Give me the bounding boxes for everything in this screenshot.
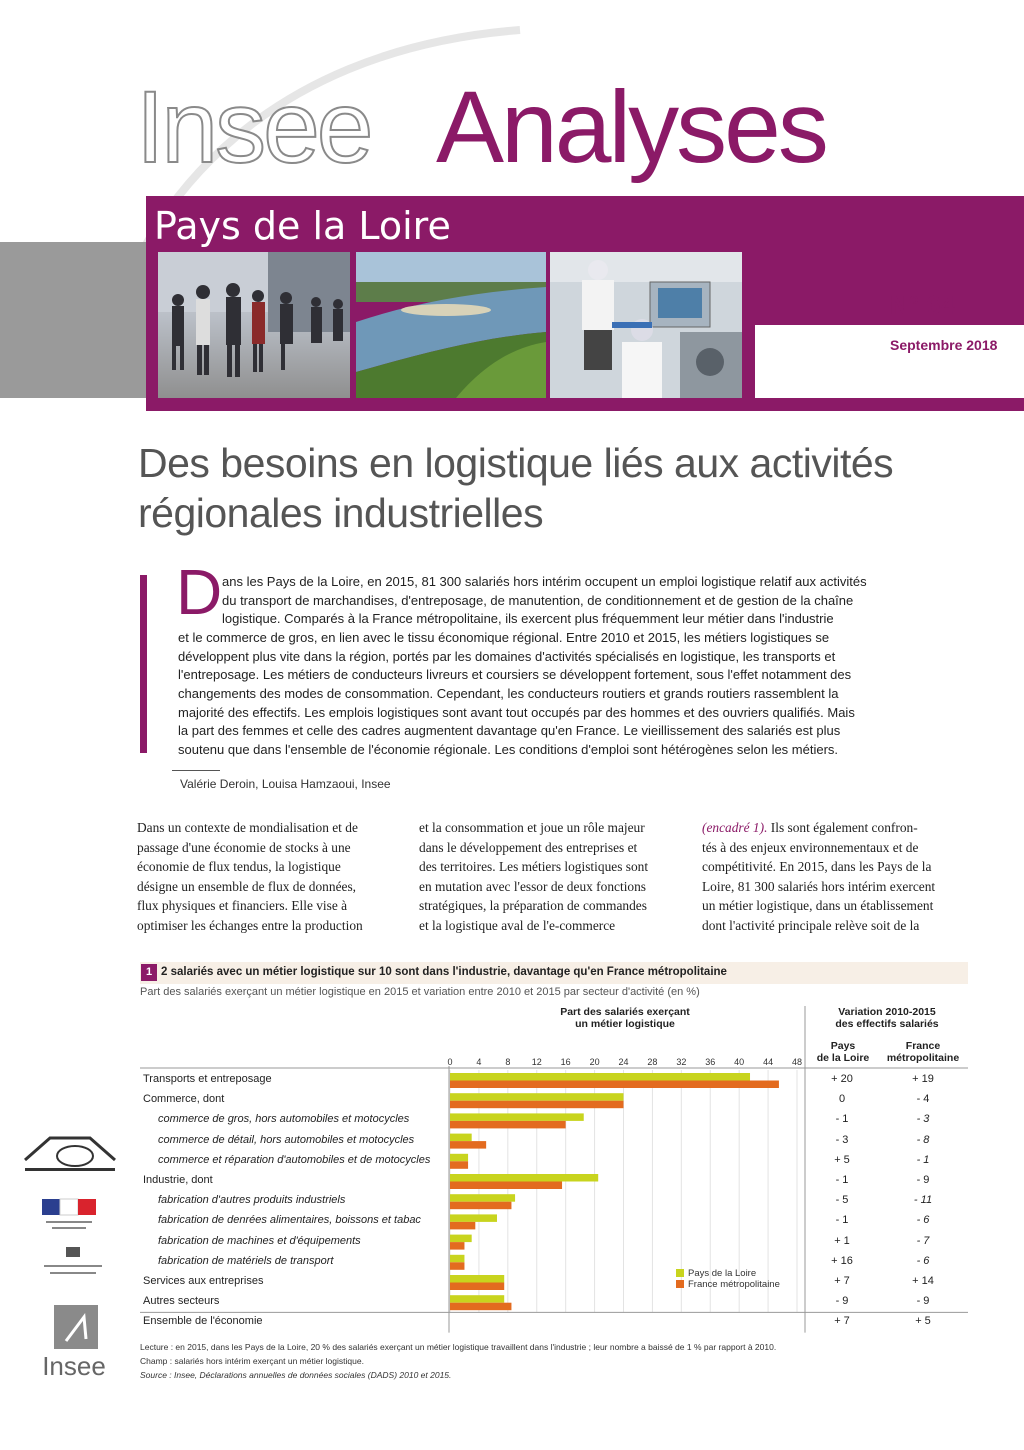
variation-fm-value: - 6 xyxy=(916,1254,930,1267)
x-tick-label: 36 xyxy=(705,1057,716,1067)
bar-france-metropolitaine xyxy=(450,1262,464,1270)
bar-france-metropolitaine xyxy=(450,1141,486,1149)
variation-header-line: des effectifs salariés xyxy=(835,1018,939,1030)
variation-pdl-value: + 7 xyxy=(834,1275,850,1287)
legend-label-pdl: Pays de la Loire xyxy=(688,1268,757,1279)
bar-france-metropolitaine xyxy=(450,1303,511,1311)
bar-pays-de-la-loire xyxy=(450,1235,472,1243)
body-line: passage d'une économie de stocks à une xyxy=(137,839,351,855)
variation-fm-value: - 1 xyxy=(916,1153,930,1166)
bar-france-metropolitaine xyxy=(450,1101,624,1109)
variation-fm-value: - 8 xyxy=(916,1133,930,1146)
bar-france-metropolitaine xyxy=(450,1161,468,1169)
category-label: Commerce, dont xyxy=(143,1093,225,1106)
bar-france-metropolitaine xyxy=(450,1222,475,1230)
x-tick-label: 0 xyxy=(447,1057,453,1067)
variation-fm-value: + 5 xyxy=(915,1315,931,1328)
x-tick-label: 16 xyxy=(560,1057,571,1067)
bar-france-metropolitaine xyxy=(450,1182,562,1190)
legend-swatch-pdl xyxy=(676,1269,684,1277)
summary-line: du transport de marchandises, d'entreposage, de manutention, de conditionnement et de gestion de la chaîne xyxy=(222,593,854,608)
body-line: dont l'activité principale relève soit de la xyxy=(702,917,920,933)
body-line: optimiser les échanges entre la production xyxy=(137,917,363,933)
encadre-link[interactable]: (encadré 1). xyxy=(702,820,768,835)
variation-fm-value: - 9 xyxy=(916,1295,930,1308)
variation-fm-header-line: France xyxy=(905,1040,941,1052)
summary-line: changements des modes de consommation. Cependant, les conducteurs routiers et grands routiers rassemblent la xyxy=(178,686,839,701)
variation-pdl-value: + 16 xyxy=(831,1254,853,1267)
variation-fm-value: - 9 xyxy=(916,1174,930,1186)
chart-legend xyxy=(676,1268,780,1290)
variation-pdl-header-line: Pays xyxy=(830,1040,856,1052)
variation-fm-value: + 19 xyxy=(912,1073,934,1085)
variation-pdl-value: + 1 xyxy=(834,1234,850,1247)
insee-logo-icon xyxy=(36,1303,112,1383)
bar-pays-de-la-loire xyxy=(450,1134,472,1142)
body-line: compétitivité. En 2015, dans les Pays de la xyxy=(702,859,932,874)
issue-date: Septembre 2018 xyxy=(890,337,998,353)
svg-text:Insee: Insee xyxy=(42,1351,106,1381)
body-line-rest: Ils sont également confron- xyxy=(767,820,918,835)
ministry-logo-icon xyxy=(38,1245,108,1285)
summary-line: la part des femmes et celle des cadres augmentent davantage qu'en France. Le vieillissement des salariés est plus xyxy=(178,723,841,738)
variation-fm-value: - 6 xyxy=(916,1214,930,1227)
bar-france-metropolitaine xyxy=(450,1283,504,1291)
region-title: Pays de la Loire xyxy=(154,204,451,248)
brand-analyses: Analyses xyxy=(436,70,826,184)
body-line: Loire, 81 300 salariés hors intérim exercent xyxy=(702,878,936,894)
body-line: des territoires. Les métiers logistiques sont xyxy=(419,859,649,874)
summary-line: ans les Pays de la Loire, en 2015, 81 300 salariés hors intérim occupent un emploi logistique relatif aux activités xyxy=(222,574,867,589)
summary-line: et le commerce de gros, en lien avec le tissu économique régional. Entre 2010 et 2015, les métiers logistiques se xyxy=(178,630,830,645)
bar-france-metropolitaine xyxy=(450,1202,511,1210)
bar-pays-de-la-loire xyxy=(450,1113,584,1121)
variation-pdl-value: - 9 xyxy=(835,1295,849,1308)
figure-number: 1 xyxy=(141,964,157,981)
bar-pays-de-la-loire xyxy=(450,1073,750,1081)
variation-fm-value: + 14 xyxy=(912,1275,934,1287)
bar-pays-de-la-loire xyxy=(450,1295,504,1303)
summary-dropcap: D xyxy=(176,556,223,628)
brand-insee: Insee xyxy=(136,70,371,184)
bar-pays-de-la-loire xyxy=(450,1093,624,1101)
variation-fm-header-line: métropolitaine xyxy=(886,1052,960,1064)
variation-pdl-value: 0 xyxy=(838,1093,846,1106)
article-title-line: régionales industrielles xyxy=(138,490,544,536)
x-tick-label: 12 xyxy=(531,1057,542,1067)
x-tick-label: 48 xyxy=(791,1057,802,1067)
bar-pays-de-la-loire xyxy=(450,1255,464,1263)
variation-fm-value: - 4 xyxy=(916,1093,930,1106)
category-label: fabrication d'autres produits industriels xyxy=(158,1194,346,1207)
bar-pays-de-la-loire xyxy=(450,1154,468,1162)
bar-pays-de-la-loire xyxy=(450,1174,598,1182)
variation-header-line: Variation 2010-2015 xyxy=(838,1006,936,1018)
article-title-line: Des besoins en logistique liés aux activités xyxy=(138,440,894,486)
summary-line: soutenu que dans l'ensemble de l'économie régionale. Les conditions d'emploi sont hétérogènes selon les métiers. xyxy=(178,742,839,757)
body-line: en mutation avec l'essor de deux fonctions xyxy=(419,878,647,894)
body-line: un métier logistique, dans un établissement xyxy=(702,898,934,913)
category-label: commerce et réparation d'automobiles et de motocycles xyxy=(158,1153,431,1166)
summary-line: développent plus vite dans la région, portés par les domaines d'activités spécialisés en logistique, les transports et xyxy=(178,649,836,664)
category-label: Industrie, dont xyxy=(143,1174,213,1186)
summary-line: logistique. Comparés à la France métropolitaine, ils exercent plus fréquemment leur métier dans l'industrie xyxy=(222,611,834,626)
summary-line: l'entreposage. Les métiers de conducteurs livreurs et coursiers se développent fortement, sous l'effet notamment des xyxy=(178,667,852,682)
body-line: désigne un ensemble de flux de données, xyxy=(137,878,357,894)
variation-fm-value: - 7 xyxy=(916,1234,930,1247)
legend-swatch-fm xyxy=(676,1280,684,1288)
x-tick-label: 4 xyxy=(476,1057,482,1067)
bar-france-metropolitaine xyxy=(450,1081,779,1089)
category-label: fabrication de denrées alimentaires, boissons et tabac xyxy=(158,1214,421,1227)
bar-pays-de-la-loire xyxy=(450,1275,504,1283)
x-tick-label: 8 xyxy=(505,1057,511,1067)
variation-pdl-value: + 20 xyxy=(831,1073,853,1085)
variation-pdl-value: - 1 xyxy=(835,1214,849,1227)
variation-pdl-value: - 3 xyxy=(835,1133,849,1146)
category-label: Transports et entreposage xyxy=(143,1073,272,1085)
chart-share-header-line: Part des salariés exerçant xyxy=(560,1006,690,1018)
body-line: et la logistique aval de l'e-commerce xyxy=(419,917,616,933)
bar-pays-de-la-loire xyxy=(450,1214,497,1222)
variation-pdl-value: - 1 xyxy=(835,1113,849,1126)
bar-france-metropolitaine xyxy=(450,1242,464,1250)
bar-france-metropolitaine xyxy=(450,1121,566,1129)
x-tick-label: 40 xyxy=(734,1057,745,1067)
body-line: économie de flux tendus, la logistique xyxy=(137,859,341,874)
variation-fm-value: - 3 xyxy=(916,1113,930,1126)
x-tick-label: 44 xyxy=(763,1057,774,1067)
bar-pays-de-la-loire xyxy=(450,1194,515,1202)
body-line: flux physiques et financiers. Elle vise à xyxy=(137,898,348,913)
body-line: tés à des enjeux environnementaux et de xyxy=(702,839,919,855)
figure-subtitle: Part des salariés exerçant un métier logistique en 2015 et variation entre 2010 et 2015 par secteur d'activité (en %) xyxy=(140,986,700,998)
body-line: Dans un contexte de mondialisation et de xyxy=(137,820,358,835)
variation-pdl-value: + 7 xyxy=(834,1315,850,1328)
legend-label-fm: France métropolitaine xyxy=(688,1279,780,1290)
legend-item-fm xyxy=(676,1279,780,1290)
x-tick-label: 32 xyxy=(676,1057,687,1067)
figure-title: 2 salariés avec un métier logistique sur 10 sont dans l'industrie, davantage qu'en France métropolitaine xyxy=(161,966,727,978)
figure-note-source: Source : Insee, Déclarations annuelles de données sociales (DADS) 2010 et 2015. xyxy=(140,1370,452,1380)
variation-pdl-value: - 1 xyxy=(835,1174,849,1186)
category-label: fabrication de matériels de transport xyxy=(158,1254,334,1267)
partner-logo-icon xyxy=(20,1130,120,1180)
category-label: Autres secteurs xyxy=(143,1295,220,1308)
x-tick-label: 28 xyxy=(647,1057,658,1067)
category-label: commerce de détail, hors automobiles et motocycles xyxy=(158,1133,415,1146)
x-tick-label: 24 xyxy=(618,1057,629,1067)
category-label: Services aux entreprises xyxy=(143,1275,264,1287)
variation-pdl-value: - 5 xyxy=(835,1194,849,1207)
legend-item-pdl xyxy=(676,1268,780,1279)
republique-francaise-logo-icon xyxy=(38,1195,100,1235)
authors: Valérie Deroin, Louisa Hamzaoui, Insee xyxy=(180,777,391,791)
summary-line: majorité des effectifs. Les emplois logistiques sont avant tout occupés par des hommes et des ouvriers qualifiés. Mais xyxy=(178,705,855,720)
category-label: Ensemble de l'économie xyxy=(143,1315,263,1328)
category-label: commerce de gros, hors automobiles et motocycles xyxy=(158,1113,410,1126)
figure-note-champ: Champ : salariés hors intérim exerçant un métier logistique. xyxy=(140,1356,364,1366)
chart-share-header-line: un métier logistique xyxy=(575,1018,675,1030)
variation-fm-value: - 11 xyxy=(913,1194,933,1207)
issue-number: N° 64 xyxy=(890,290,956,320)
variation-pdl-value: + 5 xyxy=(834,1153,850,1166)
category-label: fabrication de machines et d'équipements xyxy=(158,1234,361,1247)
body-line: et la consommation et joue un rôle majeur xyxy=(419,820,645,835)
x-tick-label: 20 xyxy=(589,1057,600,1067)
variation-pdl-header-line: de la Loire xyxy=(816,1052,870,1064)
figure-note-lecture: Lecture : en 2015, dans les Pays de la Loire, 20 % des salariés exerçant un métier logistique travaillent dans l'industrie ; leur nombre a baissé de 1 % par rapport à 2010. xyxy=(140,1342,777,1352)
body-line: stratégiques, la préparation de commandes xyxy=(419,898,647,913)
body-line: dans le développement des entreprises et xyxy=(419,839,638,855)
